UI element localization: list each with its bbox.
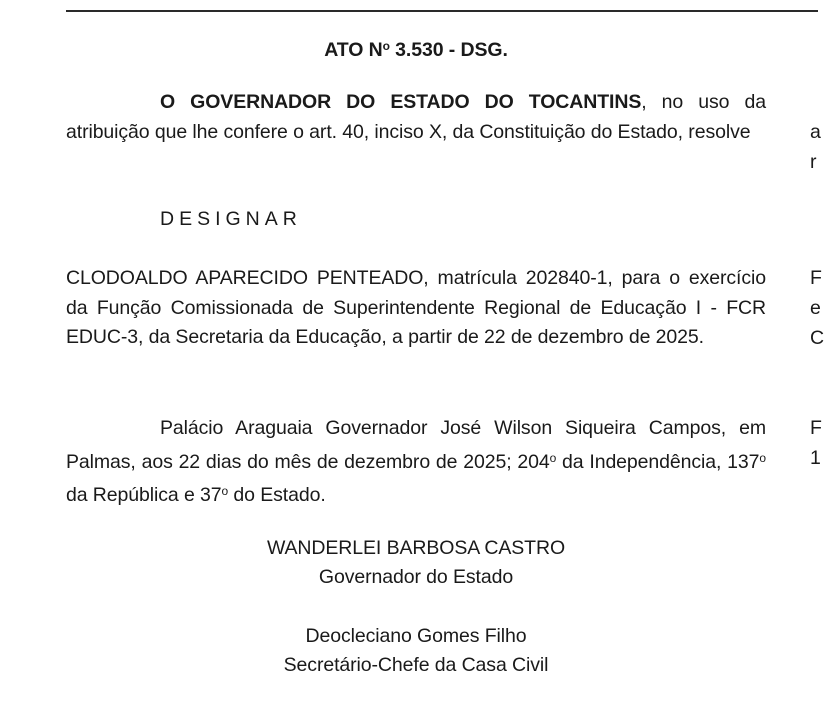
intro-text: , no uso da atribuição que lhe confere o art. 40, inciso X, da Constituição do Estado, resolve	[66, 91, 766, 143]
closing-ordinal-3: o	[221, 484, 229, 498]
edge-fragment: r	[810, 151, 817, 173]
closing-text-4: do Estado.	[228, 484, 326, 506]
edge-fragment: C	[810, 327, 824, 349]
closing-text-1: Palácio Araguaia Governador José Wilson Siqueira Campos, em Palmas, aos 22 dias do mês de dezembro de 2025; 204	[66, 417, 766, 473]
edge-fragment: e	[810, 297, 821, 319]
intro-paragraph	[66, 88, 766, 147]
act-title-prefix: ATO N	[324, 39, 383, 61]
signatory-role: Governador do Estado	[318, 566, 514, 588]
governor-heading: O GOVERNADOR DO ESTADO DO TOCANTINS	[160, 91, 642, 113]
cosignatory-name: Deocleciano Gomes Filho	[305, 625, 527, 647]
edge-fragment: a	[810, 121, 821, 143]
closing-text-3: da República e 37	[66, 484, 222, 506]
designation-paragraph: CLODOALDO APARECIDO PENTEADO, matrícula 202840-1, para o exercício da Função Comissionada de Superintendente Regional de Educação I - FCR EDUC-3, da Secretaria da Educação, a partir de 22 de dezembro de 2025.	[66, 267, 766, 348]
edge-fragment: F	[810, 417, 822, 439]
closing-text-2: da Independência, 137	[556, 450, 760, 473]
edge-fragment: F	[810, 267, 822, 289]
closing-ordinal-2: o	[759, 450, 766, 465]
designar-heading: DESIGNAR	[160, 208, 302, 230]
signatory-name: WANDERLEI BARBOSA CASTRO	[266, 537, 566, 559]
closing-paragraph	[66, 414, 766, 511]
edge-fragment: 1	[810, 447, 821, 469]
closing-ordinal-1: o	[549, 450, 557, 465]
act-title-ordinal: o	[382, 39, 390, 53]
act-title	[66, 32, 766, 66]
act-title-number: 3.530 - DSG.	[389, 39, 508, 61]
top-divider	[66, 10, 818, 12]
cosignatory-role: Secretário-Chefe da Casa Civil	[283, 654, 549, 676]
